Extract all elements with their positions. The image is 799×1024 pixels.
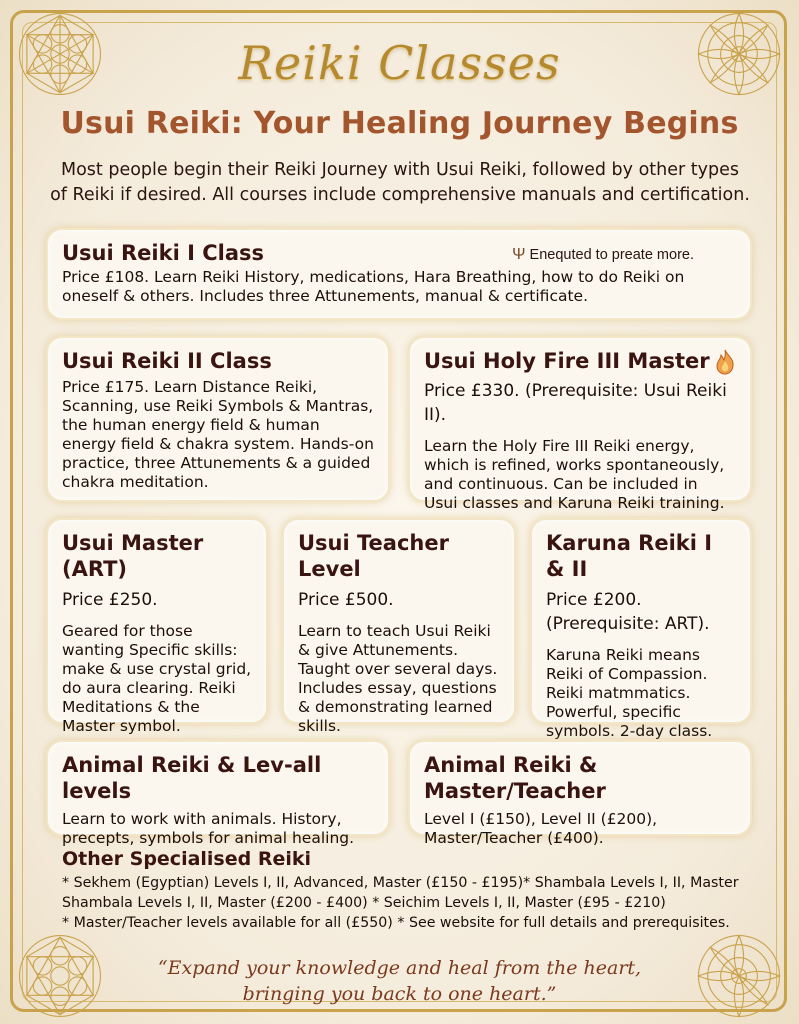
card-text: Price £108. Learn Reiki History, medications, Hara Breathing, how to do Reiki on oneself & others. Includes three Attunements, manual & certificate. — [62, 268, 685, 305]
card-price: Price £500. — [298, 590, 394, 610]
card-price: Price £250. — [62, 590, 158, 610]
quote-line: “Expand your knowledge and heal from the heart, — [157, 957, 642, 979]
card-price: Price £200. (Prerequisite: ART). — [546, 590, 710, 634]
card-text: Karuna Reiki means Reiki of Compassion. Reiki matmmatics. Powerful, specific symbols. 2-day class. — [546, 646, 713, 740]
flame-icon — [714, 349, 736, 375]
card-text: Level I (£150), Level II (£200), Master/Teacher (£400). — [424, 810, 658, 847]
card-title: Animal Reiki & Lev-all levels — [62, 753, 322, 803]
card-note — [512, 246, 694, 264]
card-title: Usui Teacher Level — [298, 531, 449, 581]
intro-text: Most people begin their Reiki Journey with Usui Reiki, followed by other types of Reiki if desired. All courses include comprehensive manuals and certification. — [50, 160, 750, 205]
other-specialised-section — [62, 846, 752, 932]
card-text: Price £175. Learn Distance Reiki, Scanning, use Reiki Symbols & Mantras, the human energy field & human energy field & chakra system. Hands-on practice, three Attunements & a guided chakra meditation. — [62, 378, 374, 491]
page-subtitle: Usui Reiki: Your Healing Journey Begins — [60, 106, 739, 141]
card-title: Usui Holy Fire III Master — [424, 349, 710, 373]
card-animal-reiki-master — [408, 740, 752, 847]
card-title: Usui Reiki II Class — [62, 349, 272, 373]
card-animal-reiki-levels — [46, 740, 390, 847]
card-holy-fire — [408, 336, 752, 512]
other-line: * Sekhem (Egyptian) Levels I, II, Advanced, Master (£150 - £195)* Shambala Levels I, II, Master — [62, 875, 739, 891]
card-usui-reiki-2 — [46, 336, 390, 502]
other-line: * Master/Teacher levels available for all (£550) * See website for full details and prerequisites. — [62, 915, 730, 931]
card-text: Geared for those wanting Specific skills: make & use crystal grid, do aura clearing. Reiki Meditations & the Master symbol. — [62, 622, 252, 735]
quote-line: bringing you back to one heart.” — [242, 983, 557, 1005]
card-usui-teacher — [282, 518, 516, 735]
card-title-row — [424, 348, 736, 375]
card-text: Learn to work with animals. History, precepts, symbols for animal healing. — [62, 810, 355, 847]
card-usui-master — [46, 518, 268, 735]
card-price: Price £330. (Prerequisite: Usui Reiki II). — [424, 381, 727, 425]
card-title: Usui Reiki I Class — [62, 241, 265, 265]
card-karuna-reiki — [530, 518, 752, 740]
footer-quote — [0, 955, 799, 1007]
trident-icon: Ψ — [512, 246, 526, 263]
card-title: Animal Reiki & Master/Teacher — [424, 753, 606, 803]
card-title: Karuna Reiki I & II — [546, 531, 713, 581]
other-line: Shambala Levels I, II, Master (£200 - £400) * Seichim Levels I, II, Master (£95 - £210) — [62, 895, 666, 911]
card-text: Learn the Holy Fire III Reiki energy, which is refined, works spontaneously, and continuous. Can be included in Usui classes and Karuna Reiki training. — [424, 437, 725, 512]
card-note-text: Enequted to preate more. — [529, 247, 694, 263]
card-title: Usui Master (ART) — [62, 531, 204, 581]
card-usui-reiki-1 — [46, 228, 752, 320]
page-title: Reiki Classes — [238, 36, 561, 90]
card-text: Learn to teach Usui Reiki & give Attunements. Taught over several days. Includes essay, questions & demonstrating learned skills. — [298, 622, 498, 735]
section-title: Other Specialised Reiki — [62, 848, 312, 870]
